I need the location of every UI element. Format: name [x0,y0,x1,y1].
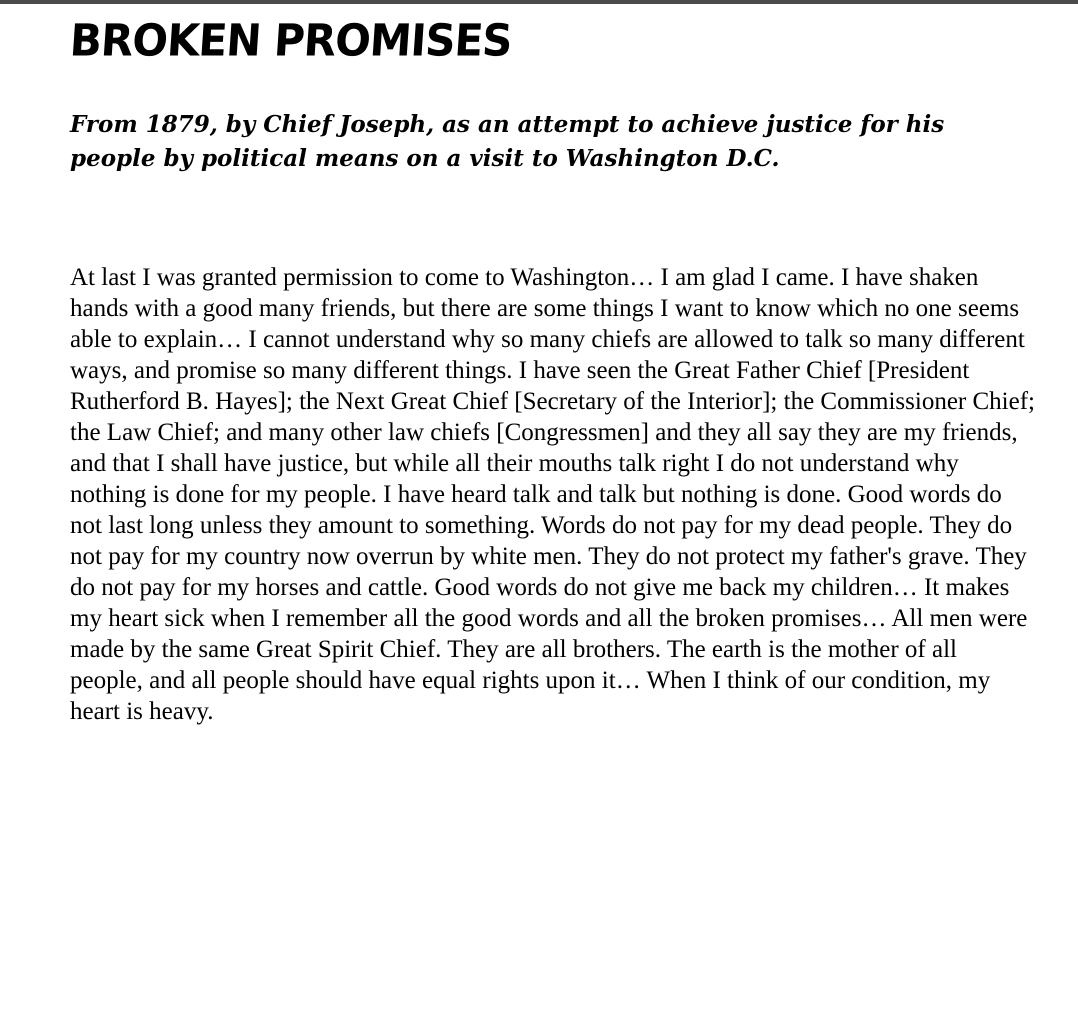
document-page [68,8,1036,725]
document-subtitle: From 1879, by Chief Joseph, as an attempt to achieve justice for his people by political means on a visit to Washington D.C. [70,111,945,172]
document-title: BROKEN PROMISES [68,14,514,67]
document-body: At last I was granted permission to come to Washington… I am glad I came. I have shaken hands with a good many friends, but there are some things I want to know which no one seems able to explain… I cannot understand why so many chiefs are allowed to talk so many different ways, and promise so many different things. I have seen the Great Father Chief [President Rutherford B. Hayes]; the Next Great Chief [Secretary of the Interior]; the Commissioner Chief; the Law Chief; and many other law chiefs [Congressmen] and they all say they are my friends, and that I shall have justice, but while all their mouths talk right I do not understand why nothing is done for my people. I have heard talk and talk but nothing is done. Good words do not last long unless they amount to something. Words do not pay for my dead people. They do not pay for my country now overrun by white men. They do not protect my father's grave. They do not pay for my horses and cattle. Good words do not give me back my children… It makes my heart sick when I remember all the good words and all the broken promises… All men were made by the same Great Spirit Chief. They are all brothers. The earth is the mother of all people, and all people should have equal rights upon it… When I think of our condition, my heart is heavy. [70,264,1035,725]
